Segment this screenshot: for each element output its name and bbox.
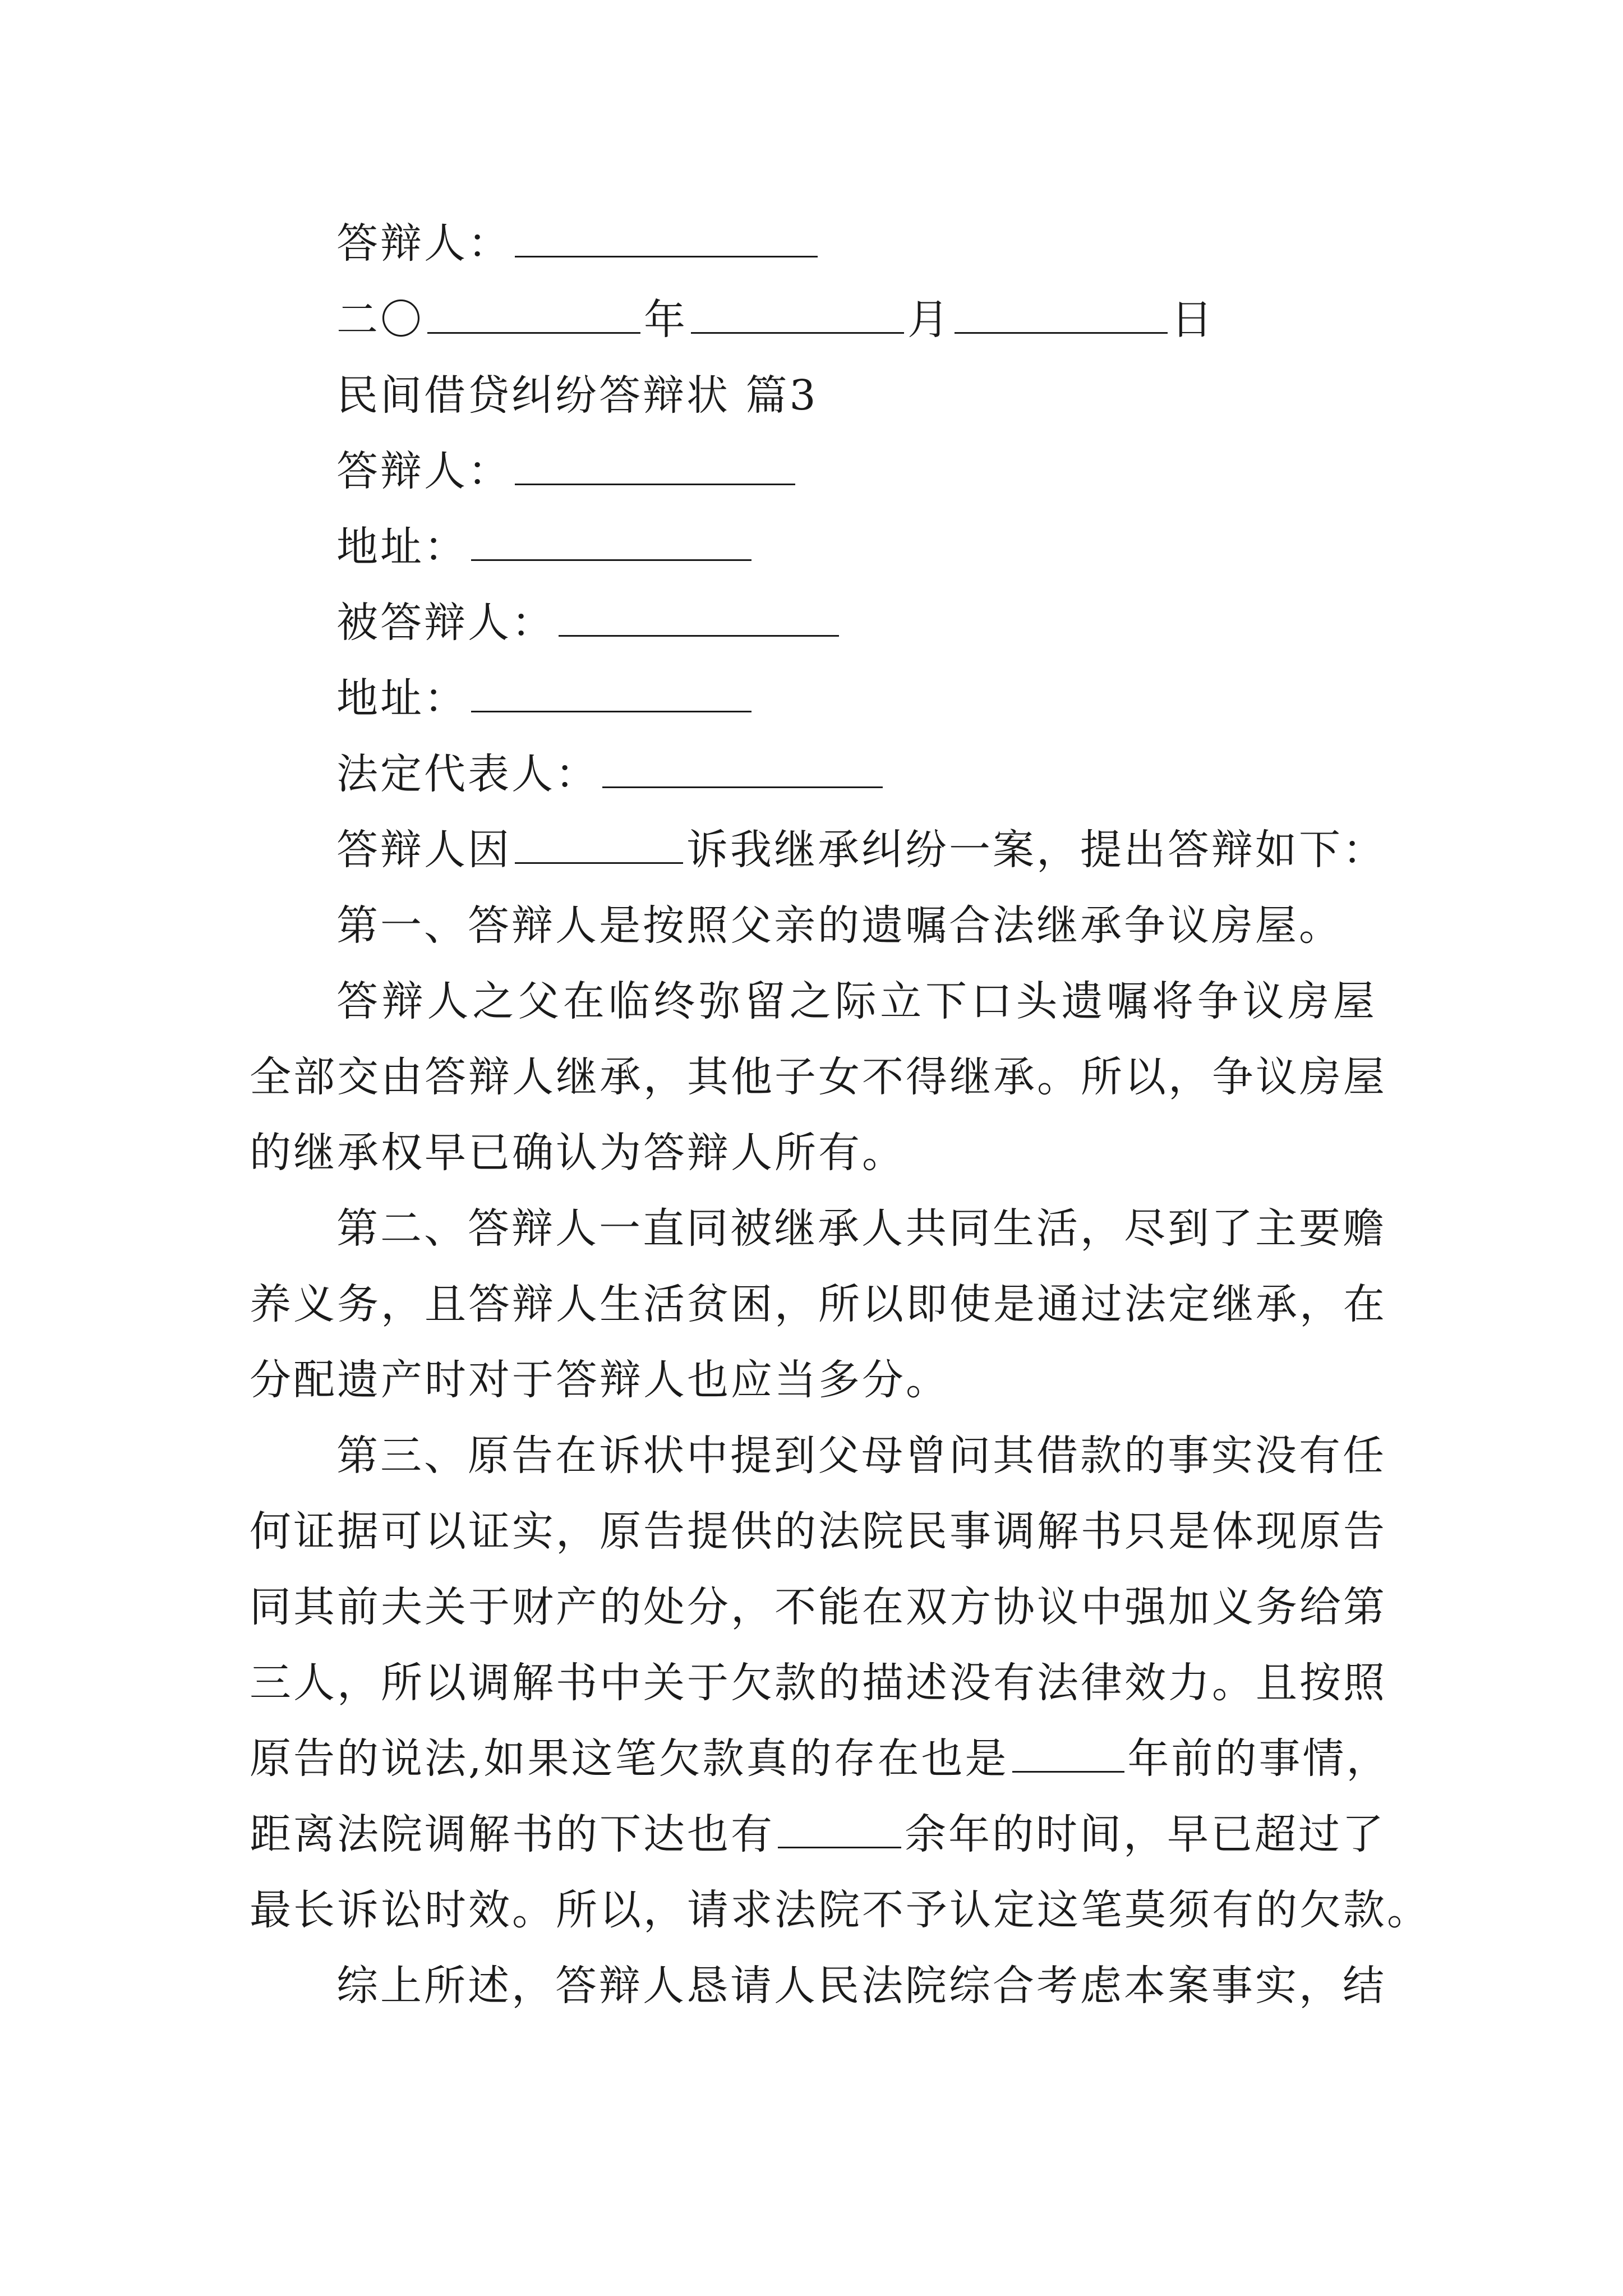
- respondent-field-label: 答辩人：: [336, 447, 511, 495]
- point1-line-2: 全部交由答辩人继承，其他子女不得继承。所以，争议房屋: [250, 1053, 1387, 1101]
- point3-line-1: 第三、原告在诉状中提到父母曾问其借款的事实没有任: [336, 1432, 1386, 1480]
- point3-line-2: 何证据可以证实，原告提供的法院民事调解书只是体现原告: [250, 1507, 1387, 1556]
- intro-part2: 诉我继承纠纷一案，提出答辩如下：: [686, 826, 1386, 874]
- point3-line-7: 最长诉讼时效。所以，请求法院不予认定这笔莫须有的欠款。: [250, 1886, 1431, 1934]
- point3-line-4: 三人，所以调解书中关于欠款的描述没有法律效力。且按照: [250, 1659, 1387, 1707]
- defendant-address-label: 地址：: [336, 674, 468, 723]
- date-prefix: 二〇: [336, 296, 424, 344]
- defendant-label: 被答辩人：: [336, 599, 555, 647]
- legal-rep-label: 法定代表人：: [336, 750, 599, 798]
- legal-rep-blank: [602, 751, 883, 788]
- respondent-field: [336, 443, 799, 499]
- point1-line-3: 的继承权早已确认为答辩人所有。: [250, 1129, 906, 1177]
- respondent-signature-line: [336, 215, 821, 272]
- intro-line: [336, 822, 1386, 878]
- respondent-blank: [515, 220, 818, 257]
- defendant-blank: [559, 599, 839, 637]
- point2-line-2: 养义务，且答辩人生活贫困，所以即使是通过法定继承，在: [250, 1280, 1387, 1328]
- intro-part1: 答辩人因: [336, 826, 511, 874]
- point3-line-3: 同其前夫关于财产的处分，不能在双方协议中强加义务给第: [250, 1583, 1387, 1631]
- defendant-address-field: [336, 670, 755, 726]
- respondent-field-blank: [515, 448, 795, 485]
- point3-line-5: [250, 1731, 1390, 1787]
- respondent-address-blank: [471, 523, 751, 561]
- defendant-address-blank: [471, 675, 751, 712]
- remaining-years-blank: [778, 1811, 901, 1848]
- month-blank: [691, 296, 904, 334]
- years-blank: [1012, 1735, 1124, 1773]
- defendant-field: [336, 595, 842, 651]
- respondent-label: 答辩人：: [336, 219, 511, 268]
- point3-line5-part1: 原告的说法,如果这笔欠款真的存在也是: [250, 1734, 1009, 1783]
- respondent-address-field: [336, 519, 755, 575]
- point2-line-3: 分配遗产时对于答辩人也应当多分。: [250, 1356, 949, 1404]
- month-label: 月: [907, 296, 951, 344]
- date-line: [336, 292, 1215, 348]
- point3-line6-part1: 距离法院调解书的下达也有: [250, 1810, 774, 1858]
- legal-rep-field: [336, 746, 886, 802]
- day-label: 日: [1171, 296, 1215, 344]
- point3-line6-part2: 余年的时间，早已超过了: [905, 1810, 1386, 1858]
- year-label: 年: [644, 296, 688, 344]
- point3-line5-part2: 年前的事情，: [1127, 1734, 1390, 1783]
- plaintiff-blank: [515, 826, 683, 864]
- point2-line-1: 第二、答辩人一直同被继承人共同生活，尽到了主要赡: [336, 1204, 1386, 1253]
- conclusion-line-1: 综上所述，答辩人恳请人民法院综合考虑本案事实，结: [336, 1962, 1386, 2010]
- point1-line-1: 答辩人之父在临终弥留之际立下口头遗嘱将争议房屋: [336, 977, 1377, 1025]
- point1-heading: 第一、答辩人是按照父亲的遗嘱合法继承争议房屋。: [336, 901, 1343, 950]
- section-title: 民间借贷纠纷答辩状 篇3: [336, 371, 818, 420]
- year-blank: [427, 296, 640, 334]
- point3-line-6: [250, 1806, 1386, 1862]
- day-blank: [955, 296, 1168, 334]
- respondent-address-label: 地址：: [336, 523, 468, 571]
